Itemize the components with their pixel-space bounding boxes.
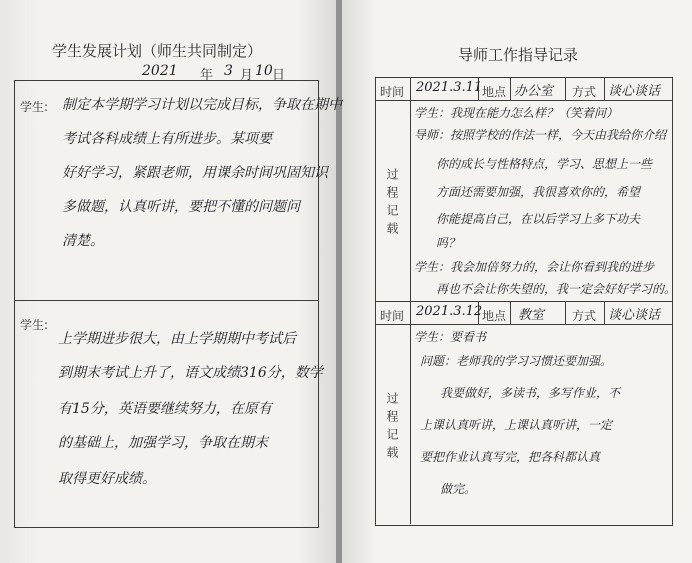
record-2-method-label: 方式 <box>572 309 597 323</box>
record-2-line-3: 我要做好，多读书，多写作业，不 <box>440 386 621 400</box>
record-2-header-top <box>375 301 672 302</box>
record-1-line-5: 你能提高自己，在以后学习上多下功夫 <box>436 212 641 226</box>
date-year: 2021 <box>142 63 178 79</box>
record-1-place-label: 地点 <box>482 85 507 99</box>
section-1-line-4: 多做题，认真听讲，要把不懂的问题问 <box>62 199 300 215</box>
section-2-label: 学生: <box>20 318 49 332</box>
section-1-line-1: 制定本学期学习计划以完成目标，争取在期中 <box>62 97 342 113</box>
student-plan-title: 学生发展计划（师生共同制定） <box>52 42 263 60</box>
record-1-header-bottom <box>375 100 672 101</box>
section-2-line-1: 上学期进步很大，由上学期期中考试后 <box>58 331 296 347</box>
section-1-line-2: 考试各科成绩上有所进步。某项要 <box>62 131 272 147</box>
tutor-record-title: 导师工作指导记录 <box>458 46 579 64</box>
record-2-method-value: 谈心谈话 <box>608 308 661 323</box>
record-1-line-7: 学生：我会加倍努力的，会让你看到我的进步 <box>414 260 655 274</box>
date-month: 3 <box>224 63 233 79</box>
section-2-line-4: 的基础上，加强学习，争取在期末 <box>58 435 268 451</box>
book-gutter <box>336 0 342 563</box>
record-1-line-1: 学生：我现在能力怎么样？（笑着问） <box>414 106 619 120</box>
record-2-time-label: 时间 <box>380 309 405 323</box>
plan-table-divider <box>14 300 318 301</box>
record-2-line-6: 做完。 <box>440 482 477 496</box>
record-2-header-bottom <box>375 324 672 325</box>
record-1-place-value: 办公室 <box>514 84 554 99</box>
record-2-line-2: 问题：老师我的学习习惯还要加强。 <box>420 354 613 368</box>
record-2-time-value: 2021.3.12 <box>416 304 483 319</box>
record-2-label-col <box>410 301 411 524</box>
record-1-line-6: 吗？ <box>436 236 461 250</box>
section-1-line-3: 好好学习，紧跟老师，用课余时间巩固知识 <box>62 165 328 181</box>
record-1-line-4: 方面还需要加强，我很喜欢你的，希望 <box>436 185 641 199</box>
record-1-line-8: 再也不会让你失望的，我一定会好好学习的。 <box>436 282 677 296</box>
record-1-process-label: 过程记载 <box>385 168 399 240</box>
section-1-label: 学生: <box>20 100 49 114</box>
section-2-line-2: 到期末考试上升了，语文成绩316分，数学 <box>58 365 323 381</box>
section-2-line-3: 有15分，英语要继续努力，在原有 <box>58 401 272 417</box>
section-2-line-5: 取得更好成绩。 <box>58 471 156 487</box>
record-2-place-label: 地点 <box>482 309 507 323</box>
date-month-label: 月 <box>240 68 254 83</box>
record-1-time-value: 2021.3.11 <box>416 80 483 95</box>
record-1-line-3: 你的成长与性格特点，学习、思想上一些 <box>436 157 653 171</box>
section-1-line-5: 清楚。 <box>62 233 104 249</box>
record-1-label-col <box>410 77 411 301</box>
record-1-method-label: 方式 <box>572 85 597 99</box>
date-day: 10 <box>255 63 273 79</box>
record-2-process-label: 过程记载 <box>385 392 399 464</box>
record-1-line-2: 导师：按照学校的作法一样，今天由我给你介绍 <box>414 128 667 142</box>
record-2-line-1: 学生：要看书 <box>414 330 487 344</box>
date-day-label: 日 <box>272 68 286 83</box>
record-2-line-5: 要把作业认真写完，把各科都认真 <box>420 450 601 464</box>
record-2-place-value: 教室 <box>518 308 545 323</box>
record-2-line-4: 上课认真听讲，上课认真听讲，一定 <box>420 418 613 432</box>
record-1-time-label: 时间 <box>380 85 405 99</box>
record-1-method-value: 谈心谈话 <box>608 84 661 99</box>
date-year-label: 年 <box>200 68 214 83</box>
